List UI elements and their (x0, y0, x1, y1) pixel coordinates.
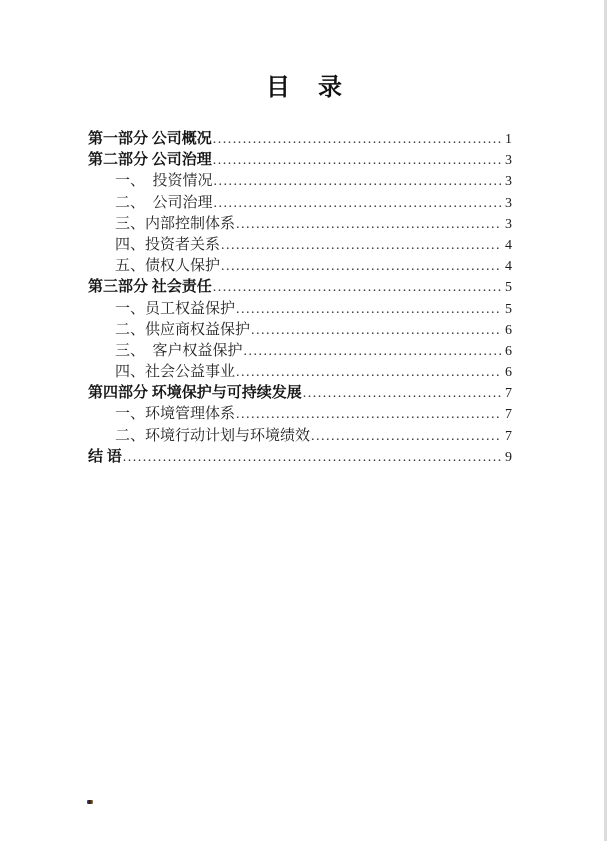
toc-entry-label: 四、投资者关系 (115, 236, 221, 253)
toc-entry-page-number: 7 (505, 407, 512, 423)
toc-dot-leader (311, 426, 502, 447)
toc-entry[interactable] (88, 320, 512, 341)
toc-entry-page-number: 3 (505, 174, 512, 190)
toc-entry-page-number: 4 (505, 259, 512, 275)
toc-entry-page-number: 5 (505, 301, 512, 317)
toc-entry-label: 一、环境管理体系 (115, 406, 236, 423)
toc-entry-label: 四、社会公益事业 (115, 364, 236, 381)
toc-dot-leader (214, 171, 502, 192)
toc-entry-label: 第一部分 公司概况 (88, 131, 212, 147)
toc-dot-leader (236, 299, 502, 320)
toc-entry-page-number: 6 (505, 322, 512, 338)
toc-entry-page-number: 3 (505, 195, 512, 211)
toc-entry-page-number: 1 (505, 132, 512, 147)
page-edge-divider (604, 0, 607, 841)
toc-dot-leader (251, 320, 502, 341)
toc-entry-page-number: 5 (505, 280, 512, 296)
toc-entry[interactable] (88, 426, 512, 447)
toc-dot-leader (236, 362, 502, 383)
toc-entry-page-number: 6 (505, 343, 512, 359)
toc-entry[interactable] (88, 404, 512, 425)
toc-entry[interactable] (88, 341, 512, 362)
toc-dot-leader (236, 404, 502, 425)
toc-dot-leader (213, 129, 502, 150)
toc-entry[interactable] (88, 447, 512, 468)
toc-dot-leader (214, 193, 502, 214)
toc-entry[interactable] (88, 235, 512, 256)
toc-entry-page-number: 3 (505, 216, 512, 232)
toc-entry-label: 二、环境行动计划与环境绩效 (115, 427, 311, 444)
toc-list (0, 129, 610, 468)
ink-dot-artifact (87, 800, 93, 804)
toc-entry-page-number: 6 (505, 365, 512, 381)
toc-entry[interactable] (88, 277, 512, 298)
toc-entry-page-number: 4 (505, 237, 512, 253)
toc-entry[interactable] (88, 362, 512, 383)
toc-dot-leader (213, 277, 502, 298)
toc-entry[interactable] (88, 129, 512, 150)
toc-entry-label: 一、员工权益保护 (115, 300, 236, 317)
toc-dot-leader (123, 447, 502, 468)
toc-entry-label: 第二部分 公司治理 (88, 152, 212, 169)
toc-entry-page-number: 7 (505, 428, 512, 444)
toc-entry[interactable] (88, 171, 512, 192)
toc-entry-label: 二、供应商权益保护 (115, 321, 251, 338)
toc-entry-page-number: 3 (505, 153, 512, 169)
toc-entry-label: 三、 客户权益保护 (115, 342, 243, 359)
toc-dot-leader (303, 383, 502, 404)
toc-entry[interactable] (88, 150, 512, 171)
toc-dot-leader (236, 214, 502, 235)
toc-dot-leader (221, 256, 502, 277)
toc-entry-label: 二、 公司治理 (115, 194, 213, 211)
toc-entry[interactable] (88, 193, 512, 214)
toc-entry[interactable] (88, 383, 512, 404)
toc-entry-label: 五、债权人保护 (115, 258, 221, 275)
page-title: 目 录 (266, 75, 344, 101)
toc-entry-page-number: 9 (505, 449, 512, 465)
toc-entry-label: 一、 投资情况 (115, 173, 213, 190)
toc-entry-label: 结 语 (88, 448, 122, 465)
toc-entry[interactable] (88, 256, 512, 277)
toc-dot-leader (213, 150, 502, 171)
toc-entry-page-number: 7 (505, 386, 512, 402)
toc-entry-label: 第四部分 环境保护与可持续发展 (88, 385, 302, 402)
toc-entry-label: 三、内部控制体系 (115, 215, 236, 232)
toc-dot-leader (221, 235, 502, 256)
toc-entry[interactable] (88, 214, 512, 235)
toc-entry-label: 第三部分 社会责任 (88, 279, 212, 296)
toc-entry[interactable] (88, 299, 512, 320)
toc-dot-leader (244, 341, 502, 362)
